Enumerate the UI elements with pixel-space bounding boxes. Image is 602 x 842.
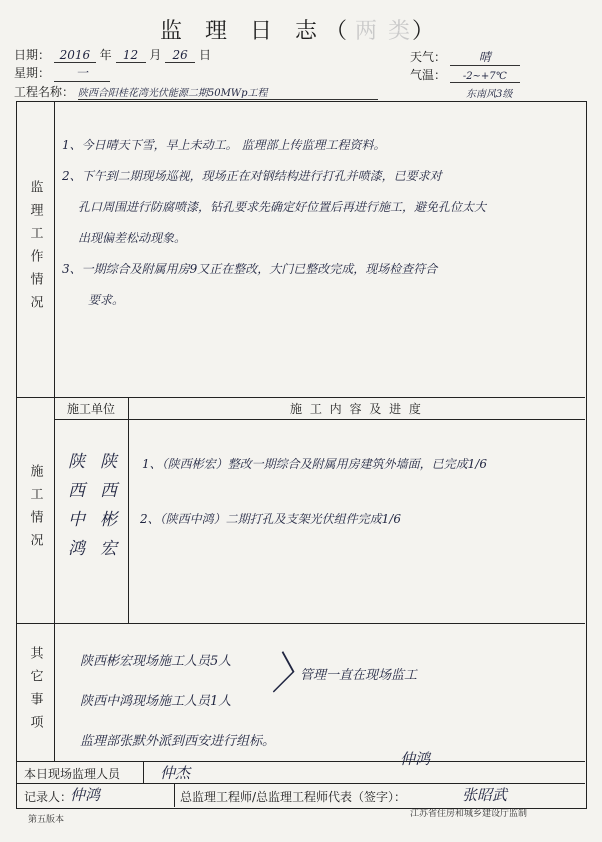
unit-name-binhong: 陕西彬宏 [96,452,116,568]
project-label: 工程名称： [14,85,75,99]
temp-row [410,66,520,83]
title-text: 监 理 日 志（ [160,19,355,44]
section-divider [16,623,585,624]
date-month: 12 [116,48,146,63]
label-column-divider [54,101,55,761]
unit-column-divider [128,397,129,623]
other-line: 陕西中鸿现场施工人员1人 [80,694,232,709]
other-line: 监理部张默外派到西安进行组标。 [80,734,276,749]
supervisor-org-note: 江苏省住房和城乡建设厅监制 [410,809,528,819]
recorder-value: 仲鸿 [70,786,101,804]
work-line: 要求。 [88,293,125,307]
onsite-staff-value: 仲杰 [160,764,191,782]
wind-value: 东南风3级 [466,89,513,100]
weather-row [410,48,520,66]
year-label: 年 [99,48,112,62]
other-line: 陕西彬宏现场施工人员5人 [80,654,232,669]
recorder-label: 记录人： [24,790,73,804]
work-content [62,130,582,316]
footer-divider [174,783,175,807]
weather-value: 晴 [450,48,520,66]
temp-value: -2~+7℃ [450,71,520,83]
other-label: 其它事项 [27,646,43,738]
progress-line: 1、（陕西彬宏）整改一期综合及附属用房建筑外墙面，已完成1/6 [142,457,487,471]
date-label: 日期： [14,48,51,62]
onsite-staff-label: 本日现场监理人员 [24,767,121,781]
work-line: 1、今日晴天下雪，早上未动工。 监理部上传监理工程资料。 [62,138,386,152]
title-close: ） [411,19,442,44]
month-label: 月 [149,48,162,62]
weekday-row [14,64,110,82]
title-category: 两 类 [354,19,412,44]
other-bracket-note: 管理一直在现场监工 [300,668,418,683]
construction-section-label [16,397,54,623]
construction-label: 施工情况 [27,464,43,556]
section-divider [16,761,585,762]
weekday-value: 一 [54,64,110,82]
work-line: 2、下午到二期现场巡视，现场正在对钢结构进行打孔并喷漆，已要求对 [62,169,442,183]
weekday-label: 星期： [14,66,51,80]
work-line: 出现偏差松动现象。 [78,231,187,245]
bracket-icon: 〉 [272,648,312,700]
edition-note: 第五版本 [28,815,65,825]
chief-engineer-signature: 张昭武 [462,786,508,804]
temp-label: 气温： [410,68,447,82]
progress-line: 2、（陕西中鸿）二期打孔及支架光伏组件完成1/6 [140,512,401,526]
other-section-label [16,623,54,761]
day-label: 日 [199,48,212,62]
project-value: 陕西合阳桂花湾光伏能源二期50MWp工程 [78,84,378,100]
footer-divider [143,761,144,783]
onsite-staff-extra: 仲鸿 [400,750,431,768]
content-header: 施 工 内 容 及 进 度 [290,402,423,416]
date-row [14,46,211,63]
date-day: 26 [165,48,195,63]
work-line: 3、一期综合及附属用房9又正在整改，大门已整改完成，现场检查符合 [62,262,438,276]
project-row [14,83,594,100]
unit-header: 施工单位 [66,402,115,416]
page-title [0,14,602,45]
date-year: 2016 [54,48,96,63]
work-section-label [16,101,54,397]
chief-engineer-label: 总监理工程师/总监理工程师代表（签字）： [180,790,407,804]
weather-label: 天气： [410,50,447,64]
work-label: 监理工作情况 [27,180,43,318]
work-line: 孔口周围进行防腐喷漆，钻孔要求先确定好位置后再进行施工，避免孔位太大 [78,200,487,214]
unit-name-zhonghong: 陕西中鸿 [64,452,84,568]
